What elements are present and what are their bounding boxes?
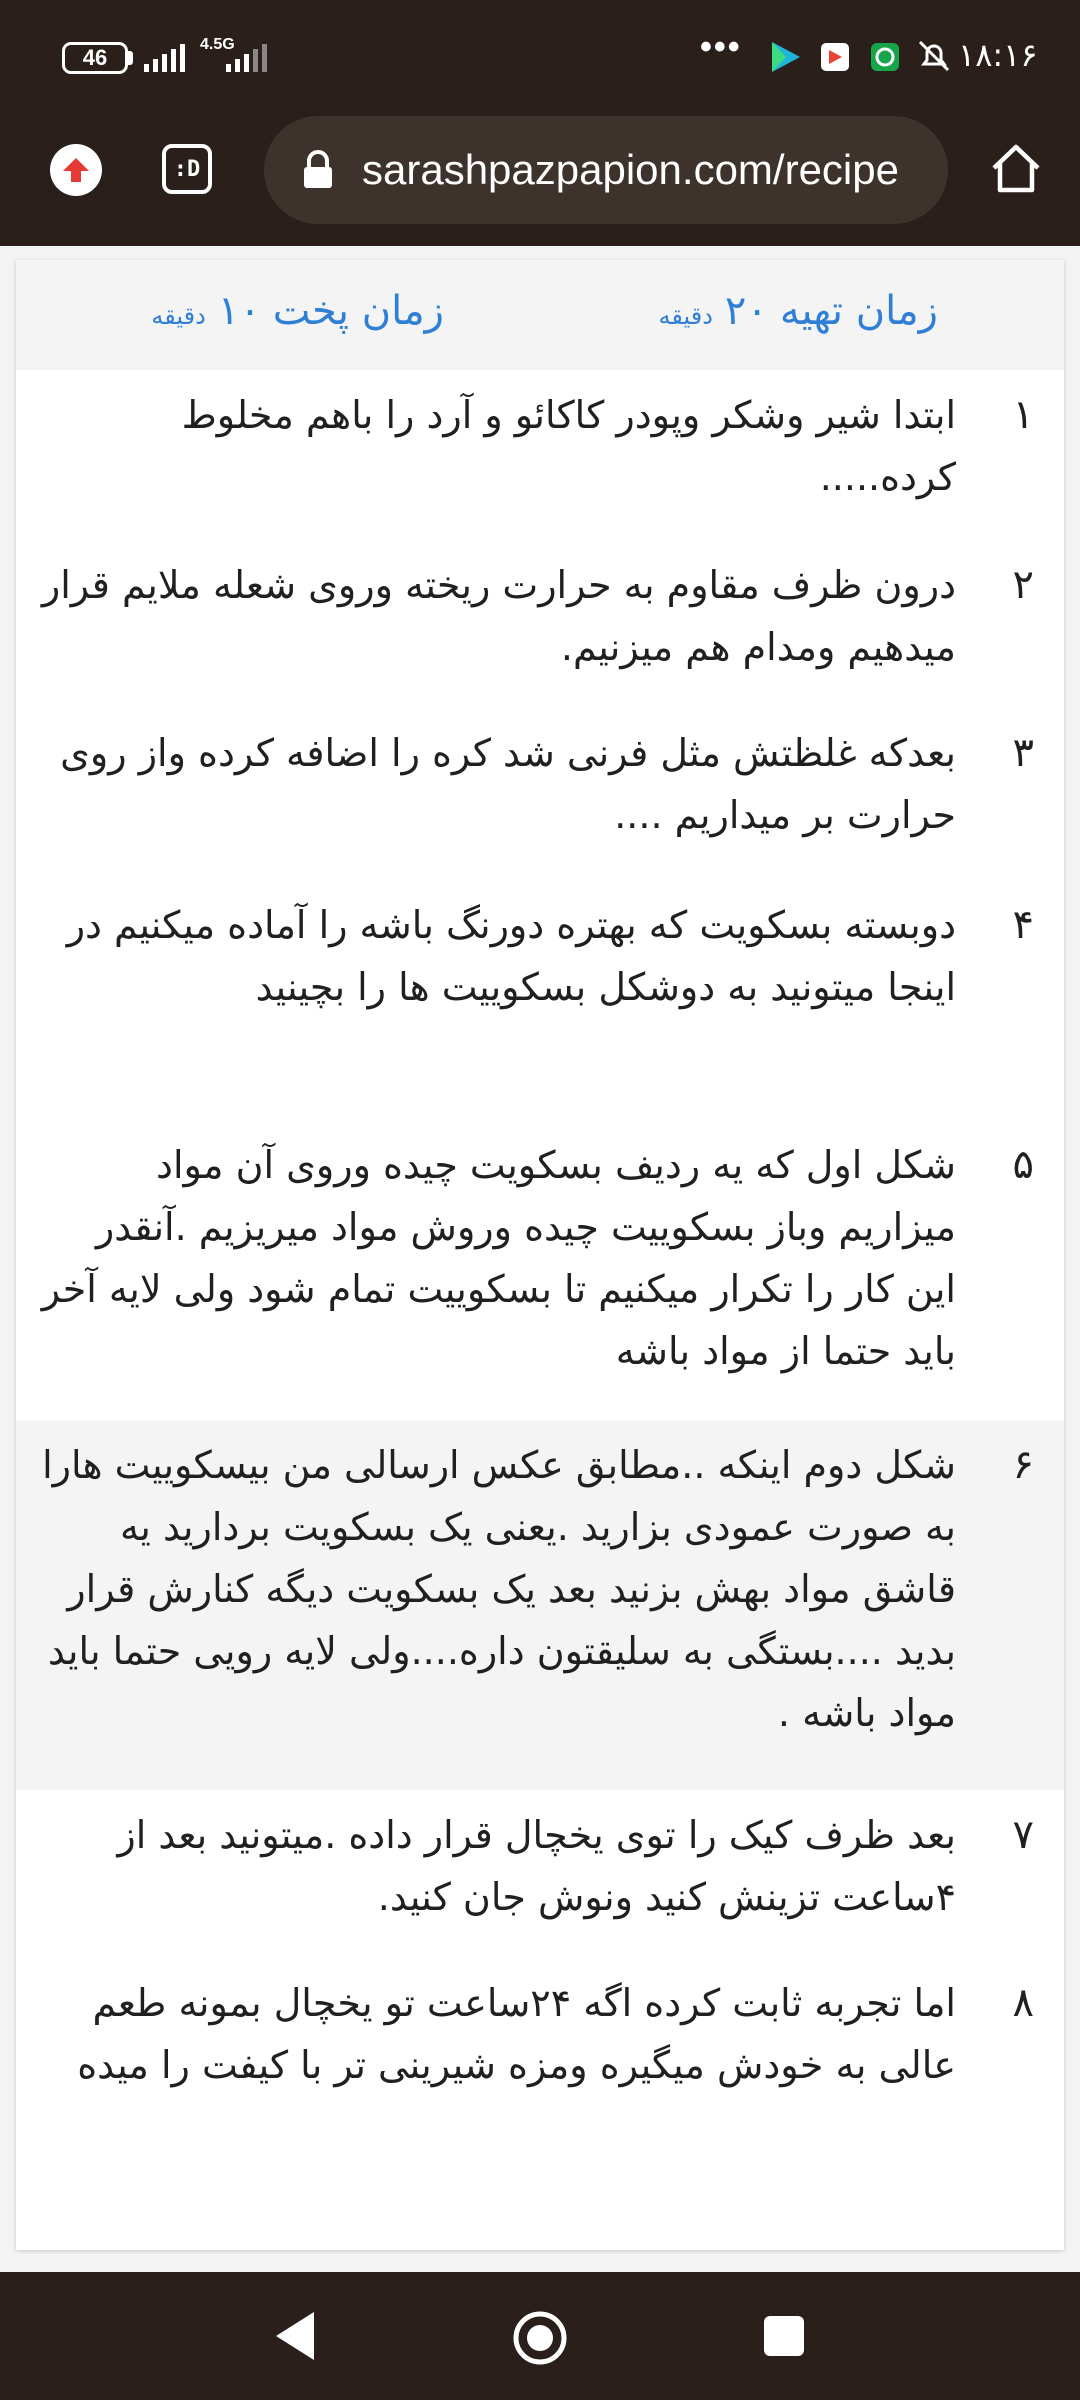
tab-switcher-button[interactable] bbox=[162, 144, 212, 194]
tab-label: :D bbox=[173, 156, 201, 182]
prep-time-label: زمان تهیه bbox=[779, 288, 938, 334]
alarm-off-icon bbox=[916, 38, 952, 74]
recipe-times bbox=[16, 260, 1064, 370]
step-item bbox=[16, 880, 1064, 1120]
step-number: ۲ bbox=[1012, 562, 1034, 608]
step-text: ابتدا شیر وشکر وپودر کاکائو و آرد را باهم مخلوط کرده..... bbox=[181, 393, 956, 499]
browser-chrome bbox=[0, 0, 1080, 246]
step-number: ۵ bbox=[1012, 1142, 1034, 1188]
step-text: شکل اول که یه ردیف بسکویت چیده وروی آن مواد میزاریم وباز بسکوییت چیده وروش مواد میریزیم .آنقدر این کار را تکرار میکنیم تا بسکوییت تمام شود ولی لایه آخر باید حتما از مواد باشه bbox=[41, 1143, 956, 1373]
prep-time-unit: دقیقه bbox=[658, 302, 713, 330]
step-text: بعد ظرف کیک را توی یخچال قرار داده .میتونید بعد از ۴ساعت تزینش کنید ونوش جان کنید. bbox=[117, 1813, 956, 1919]
step-text: دوبسته بسکویت که بهتره دورنگ باشه را آماده میکنیم در اینجا میتونید به دوشکل بسکوییت ها را بچینید bbox=[66, 903, 956, 1009]
step-number: ۷ bbox=[1012, 1812, 1034, 1858]
step-number: ۶ bbox=[1012, 1442, 1034, 1488]
prep-time bbox=[659, 288, 939, 334]
cook-time bbox=[151, 288, 444, 334]
browser-toolbar bbox=[0, 112, 1080, 246]
network-type: 4.5G bbox=[200, 36, 235, 53]
status-bar bbox=[0, 0, 1080, 112]
step-item bbox=[16, 1420, 1064, 1790]
signal-icon bbox=[144, 40, 194, 74]
step-number: ۱ bbox=[1012, 392, 1034, 438]
step-text: اما تجربه ثابت کرده اگه ۲۴ساعت تو یخچال بمونه طعم عالی به خودش میگیره ومزه شیرینی تر با کیفت را میده bbox=[77, 1981, 956, 2087]
back-button[interactable] bbox=[272, 2308, 318, 2364]
upload-button[interactable] bbox=[50, 144, 102, 196]
cook-time-value: ۱۰ bbox=[217, 288, 261, 334]
lock-icon bbox=[300, 150, 336, 190]
step-item bbox=[16, 540, 1064, 708]
url-text: sarashpazpapion.com/recipe bbox=[362, 146, 899, 193]
step-item bbox=[16, 1958, 1064, 2188]
recents-button[interactable] bbox=[762, 2314, 806, 2358]
step-text: درون ظرف مقاوم به حرارت ریخته وروی شعله ملایم قرار میدهیم ومدام هم میزنیم. bbox=[41, 563, 956, 669]
prep-time-value: ۲۰ bbox=[724, 288, 768, 334]
recipe-card bbox=[16, 260, 1064, 2250]
signal-2-icon bbox=[226, 40, 276, 74]
wallet-icon bbox=[870, 42, 900, 72]
web-page[interactable] bbox=[0, 246, 1080, 2272]
photos-icon bbox=[820, 42, 850, 72]
step-number: ۸ bbox=[1012, 1980, 1034, 2026]
home-nav-button[interactable] bbox=[510, 2308, 570, 2368]
home-button[interactable] bbox=[988, 140, 1044, 196]
battery-icon bbox=[62, 42, 128, 74]
address-bar[interactable] bbox=[264, 116, 948, 224]
step-item bbox=[16, 708, 1064, 880]
step-number: ۴ bbox=[1012, 902, 1034, 948]
battery-level: 46 bbox=[82, 45, 108, 70]
more-notifications-icon: ••• bbox=[700, 28, 742, 66]
step-number: ۳ bbox=[1012, 730, 1034, 776]
arrow-up-icon bbox=[61, 155, 91, 185]
step-text: بعدکه غلظتش مثل فرنی شد کره را اضافه کرده واز روی حرارت بر میداریم .... bbox=[60, 731, 956, 837]
step-text: شکل دوم اینکه ..مطابق عکس ارسالی من بیسکوییت هارا به صورت عمودی بزارید .یعنی یک بسکویت بردارید یه قاشق مواد بهش بزنید بعد یک بسکویت دیگه کنارش قرار بدید ....بستگی به سلیقتون داره....ولی لایه رویی حتما باید مواد باشه . bbox=[42, 1443, 956, 1735]
play-store-icon bbox=[770, 40, 802, 74]
cook-time-label: زمان پخت bbox=[272, 288, 444, 334]
system-navigation-bar bbox=[0, 2272, 1080, 2400]
step-item bbox=[16, 1790, 1064, 1958]
status-time: ۱۸:۱۶ bbox=[958, 36, 1038, 74]
cook-time-unit: دقیقه bbox=[151, 302, 206, 330]
battery-tip bbox=[128, 51, 133, 65]
step-item bbox=[16, 1120, 1064, 1420]
step-item bbox=[16, 370, 1064, 540]
